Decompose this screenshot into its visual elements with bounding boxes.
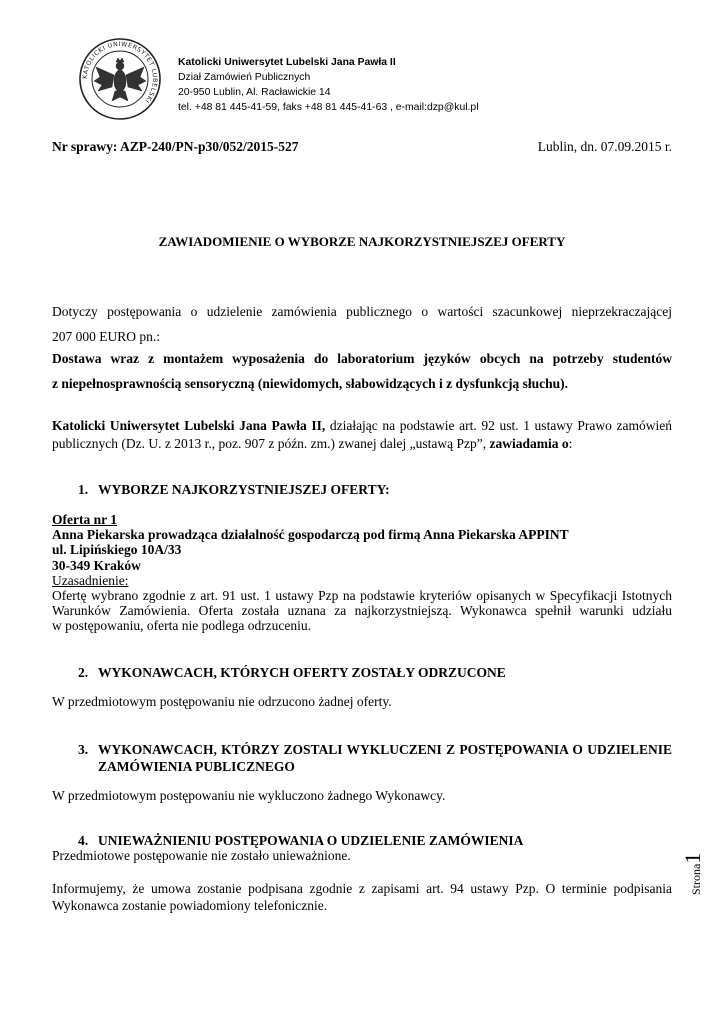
concerns-line-2: 207 000 EURO pn.: [52, 329, 160, 344]
section-3-heading [78, 741, 672, 775]
contact-info: tel. +48 81 445-41-59, faks +48 81 445-41-63 , e-mail:dzp@kul.pl [178, 102, 479, 113]
offer-city: 30-349 Kraków [52, 557, 141, 573]
offer-label: Oferta nr 1 [52, 512, 117, 527]
institution-name: Katolicki Uniwersytet Lubelski Jana Pawła II [178, 57, 396, 68]
procurement-subject [52, 346, 672, 396]
university-seal-logo [78, 37, 162, 121]
seal-text: KATOLICKI UNIWERSYTET LUBELSKI [81, 40, 159, 105]
section-4-title: UNIEWAŻNIENIU POSTĘPOWANIA O UDZIELENIE ZAMÓWIENIA [98, 833, 524, 848]
section-3-title-line-1: WYKONAWCACH, KTÓRZY ZOSTALI WYKLUCZENI Z POSTĘPOWANIA O UDZIELENIE [98, 742, 672, 757]
document-title: ZAWIADOMIENIE O WYBORZE NAJKORZYSTNIEJSZEJ OFERTY [158, 234, 566, 249]
intro-colon: : [568, 436, 573, 451]
closing-line-2: Wykonawca zostanie powiadomiony telefonicznie. [52, 898, 328, 913]
intro-line-2 [52, 435, 672, 453]
letterhead [178, 55, 479, 115]
offer-street: ul. Lipińskiego 10A/33 [52, 542, 182, 558]
place-date: Lublin, dn. 07.09.2015 r. [537, 139, 672, 154]
case-number: Nr sprawy: AZP-240/PN-p30/052/2015-527 [52, 139, 299, 154]
justification-line-2: Warunków Zamówienia. Oferta została uznana za najkorzystniejszą. Wykonawca spełnił warunki udziału [52, 603, 672, 619]
section-3-title-line-2: ZAMÓWIENIA PUBLICZNEGO [98, 759, 295, 774]
offer-company: Anna Piekarska prowadząca działalność gospodarczą pod firmą Anna Piekarska APPINT [52, 527, 569, 543]
intro-line-2-text: publicznych (Dz. U. z 2013 r., poz. 907 z późn. zm.) zwanej dalej „ustawą Pzp”, [52, 436, 490, 451]
department-name: Dział Zamówień Publicznych [178, 72, 311, 83]
institution-address: 20-950 Lublin, Al. Racławickie 14 [178, 87, 331, 98]
section-1-heading [78, 482, 672, 498]
page-number-label [680, 845, 720, 895]
closing-line-1: Informujemy, że umowa zostanie podpisana zgodnie z zapisami art. 94 ustawy Pzp. O terminie podpisania [52, 881, 672, 896]
page-number: 1 [680, 852, 705, 864]
section-2-title: WYKONAWCACH, KTÓRYCH OFERTY ZOSTAŁY ODRZUCONE [98, 665, 506, 680]
subject-line-2: z niepełnosprawnością sensoryczną (niewidomych, słabowidzących i z dysfunkcją słuchu). [52, 376, 569, 391]
closing-paragraph [52, 880, 672, 914]
section-4-number: 4. [78, 833, 89, 848]
justification-label: Uzasadnienie: [52, 572, 129, 588]
section-2-text: W przedmiotowym postępowaniu nie odrzucono żadnej oferty. [52, 694, 392, 709]
intro-line-1 [52, 417, 672, 435]
justification-line-1: Ofertę wybrano zgodnie z art. 91 ust. 1 ustawy Pzp na podstawie kryteriów opisanych w Specyfikacji Istotnych [52, 588, 672, 604]
section-4-text: Przedmiotowe postępowanie nie zostało unieważnione. [52, 848, 351, 863]
section-2-heading [78, 665, 672, 681]
intro-paragraph [52, 417, 672, 453]
section-2-number: 2. [78, 665, 89, 680]
concerns-line-1: Dotyczy postępowania o udzielenie zamówienia publicznego o wartości szacunkowej nieprzekraczającej [52, 304, 672, 319]
section-3-text: W przedmiotowym postępowaniu nie wykluczono żadnego Wykonawcy. [52, 788, 446, 803]
section-1-number: 1. [78, 482, 89, 497]
section-3-number: 3. [78, 742, 89, 757]
intro-notify: zawiadamia o [489, 436, 569, 451]
justification-line-3: w postępowaniu, oferta nie podlega odrzuceniu. [52, 618, 312, 634]
subject-line-1: Dostawa wraz z montażem wyposażenia do laboratorium języków obcych na potrzeby studentów [52, 351, 672, 366]
concerns-paragraph [52, 299, 672, 349]
offer-block [52, 512, 672, 634]
section-1-title: WYBORZE NAJKORZYSTNIEJSZEJ OFERTY: [98, 482, 390, 497]
section-4-heading [78, 833, 672, 849]
intro-institution: Katolicki Uniwersytet Lubelski Jana Pawła II, [52, 418, 326, 433]
intro-line-1-text: działając na podstawie art. 92 ust. 1 ustawy Prawo zamówień [325, 418, 673, 433]
page-word: Strona [689, 863, 703, 895]
